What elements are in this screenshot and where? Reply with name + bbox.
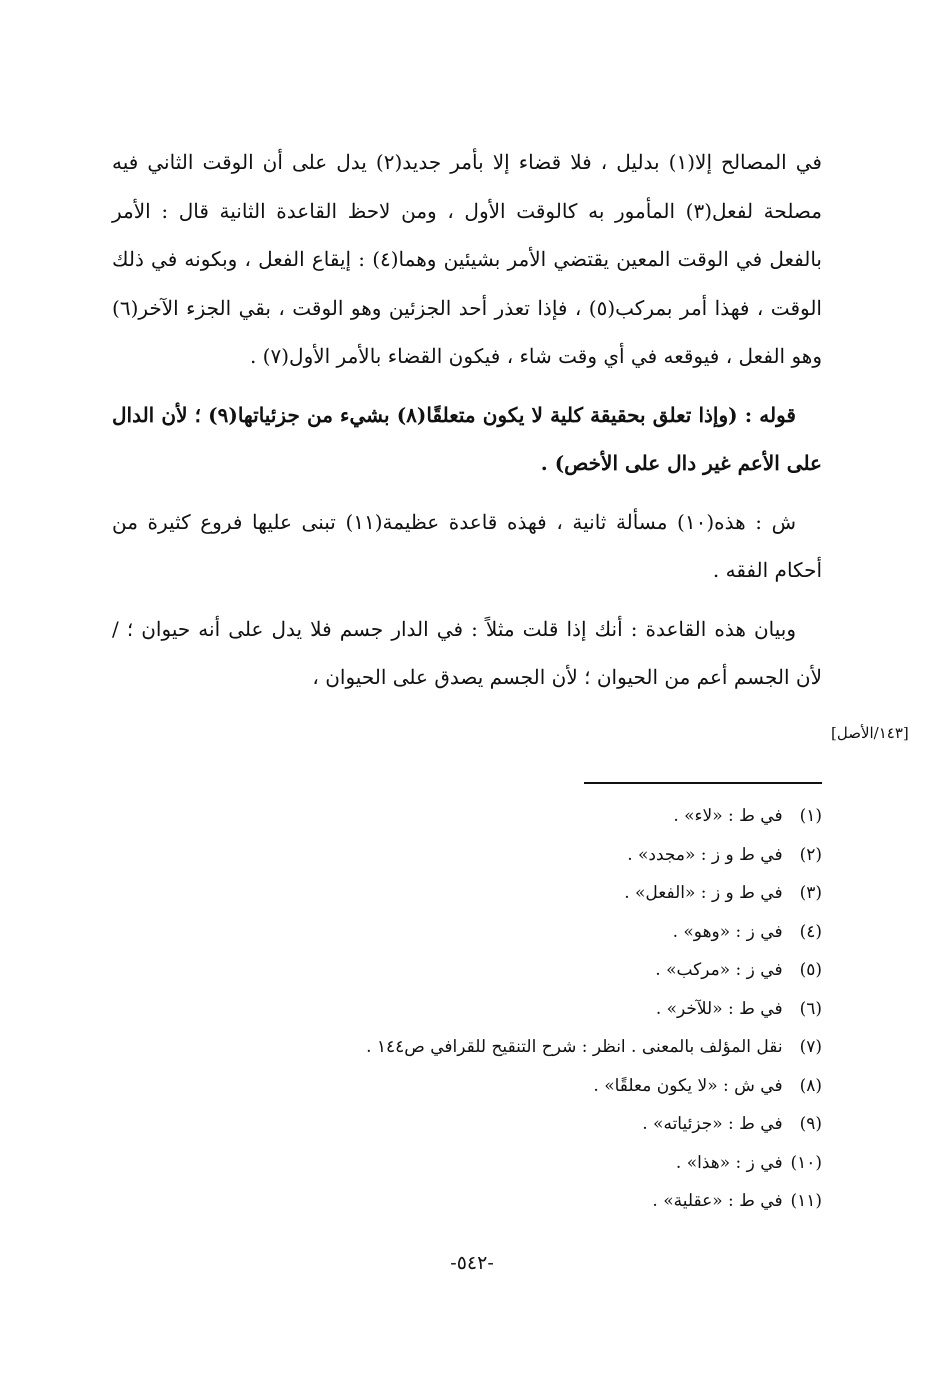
footnote-number: (١) xyxy=(799,806,822,826)
footnote-text: في ط : «لاء» . xyxy=(673,806,783,826)
paragraph-2-quoted-text: قوله : (وإذا تعلق بحقيقة كلية لا يكون متعلقًا(٨) بشيء من جزئياتها(٩) ؛ لأن الدال على الأعم غير دال على الأخص) . xyxy=(112,402,822,475)
footnote-text: في ط : «جزئياته» . xyxy=(642,1114,783,1134)
footnote-text: نقل المؤلف بالمعنى . انظر : شرح التنقيح للقرافي ص١٤٤ . xyxy=(366,1037,783,1057)
margin-reference-note: [١٤٣/الأصل] xyxy=(831,724,909,742)
footnote-text: في ز : «مركب» . xyxy=(655,960,783,980)
footnote-text: في ط و ز : «الفعل» . xyxy=(624,883,783,903)
footnote-item xyxy=(200,990,822,1029)
footnote-number: (٦) xyxy=(799,998,822,1019)
paragraph-1: في المصالح إلا(١) بدليل ، فلا قضاء إلا بأمر جديد(٢) يدل على أن الوقت الثاني فيه مصلحة لفعل(٣) المأمور به كالوقت الأول ، ومن لاحظ القاعدة الثانية قال : الأمر بالفعل في الوقت المعين يقتضي الأمر بشيئين وهما(٤) : إيقاع الفعل ، وبكونه في ذلك الوقت ، فهذا أمر بمركب(٥) ، فإذا تعذر أحد الجزئين وهو الوقت ، بقي الجزء الآخر(٦) وهو الفعل ، فيوقعه في أي وقت شاء ، فيكون القضاء بالأمر الأول(٧) . xyxy=(112,150,822,368)
footnote-number: (٣) xyxy=(799,883,822,903)
footnote-number: (٧) xyxy=(799,1037,822,1057)
footnote-item xyxy=(200,797,822,836)
footnote-text: في ط : «للآخر» . xyxy=(655,998,783,1019)
footnote-number: (٢) xyxy=(799,844,822,865)
footnote-item xyxy=(200,913,822,952)
footnote-text: في ز : «وهو» . xyxy=(672,921,783,942)
footnote-item xyxy=(200,836,822,875)
footnote-number: (٩) xyxy=(799,1114,822,1134)
footnote-item xyxy=(200,951,822,990)
footnote-item xyxy=(200,1182,822,1221)
footnote-number: (١٠) xyxy=(790,1152,822,1173)
page-number: -٥٤٢- xyxy=(450,1252,494,1274)
footnote-number: (٨) xyxy=(799,1075,822,1096)
footnote-text: في ز : «هذا» . xyxy=(675,1152,783,1173)
footnote-item xyxy=(200,1105,822,1144)
footnote-number: (١١) xyxy=(790,1191,822,1211)
main-text xyxy=(112,138,822,702)
footnote-item xyxy=(200,874,822,913)
footnote-number: (٥) xyxy=(799,960,822,980)
footnote-text: في ط : «عقلية» . xyxy=(652,1191,783,1211)
footnote-divider xyxy=(584,782,822,784)
footnotes xyxy=(200,797,822,1221)
footnote-text: في ط و ز : «مجدد» . xyxy=(627,844,783,865)
paragraph-3: ش : هذه(١٠) مسألة ثانية ، فهذه قاعدة عظيمة(١١) تبنى عليها فروع كثيرة من أحكام الفقه . xyxy=(112,509,822,582)
footnote-item xyxy=(200,1144,822,1183)
footnote-number: (٤) xyxy=(799,921,822,942)
footnote-text: في ش : «لا يكون معلقًا» . xyxy=(593,1075,783,1096)
footnote-item xyxy=(200,1067,822,1106)
paragraph-4: وبيان هذه القاعدة : أنك إذا قلت مثلاً : في الدار جسم فلا يدل على أنه حيوان ؛ / لأن الجسم أعم من الحيوان ؛ لأن الجسم يصدق على الحيوان ، xyxy=(112,616,822,689)
footnote-item xyxy=(200,1028,822,1067)
